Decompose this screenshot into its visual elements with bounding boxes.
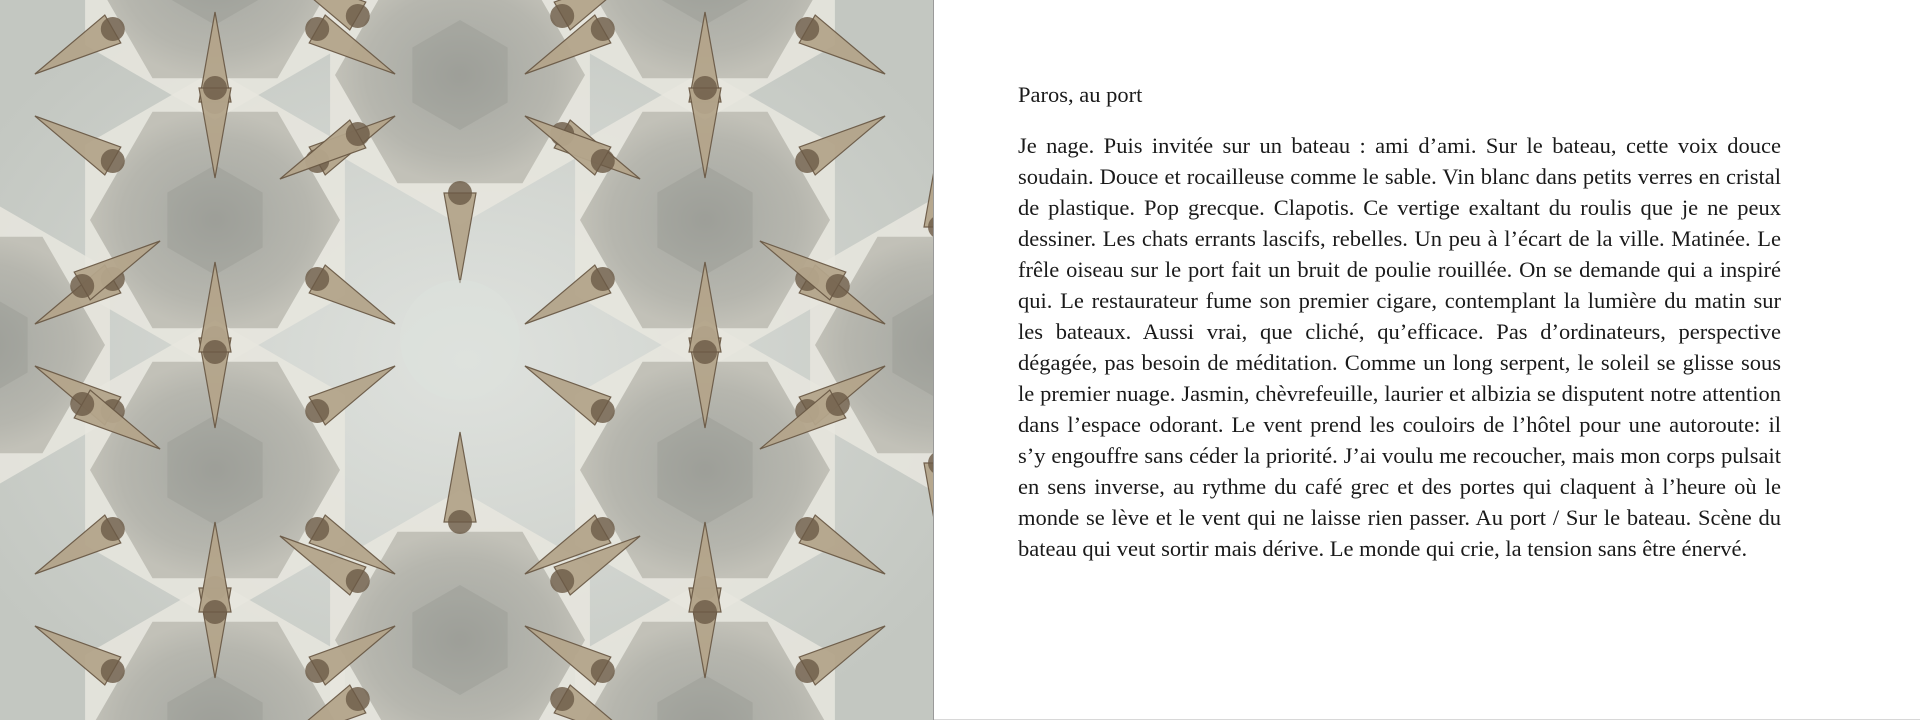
spike-base <box>203 76 227 100</box>
spike-base <box>101 17 125 41</box>
body-paragraph: Je nage. Puis invitée sur un bateau : ami d’ami. Sur le bateau, cette voix douce soudain. Douce et rocailleuse comme le sable. Vin blanc dans petits verres en cristal de plastique. Pop grecque. Clapotis. Ce vertige exaltant du roulis que je ne peux dessiner. Les chats errants lascifs, rebelles. Un peu à l’écart de la ville. Matinée. Le frêle oiseau sur le port fait un bruit de poulie rouillée. On se demande qui a inspiré qui. Le restaurateur fume son premier cigare, contemplant la lumière du matin sur les bateaux. Aussi vrai, que cliché, qu’efficace. Pas d’ordinateurs, perspective dégagée, pas besoin de méditation. Comme un long serpent, le soleil se glisse sous le premier nuage. Jasmin, chèvrefeuille, laurier et albizia se disputent notre attention dans l’espace odorant. Le vent prend les couloirs de l’hôtel pour une autoroute: il s’y engouffre sans céder la priorité. J’ai voulu me recoucher, mais mon corps pulsait en sens inverse, au rythme du café grec et des portes qui claquent à l’heure où le monde se lève et le vent qui ne laisse rien passer. Au port / Sur le bateau. Scène du bateau qui veut sortir mais dérive. Le monde qui crie, la tension sans être énervé. <box>1018 133 1781 561</box>
spike-base <box>305 399 329 423</box>
right-page-text <box>934 0 1920 720</box>
spike-base <box>203 600 227 624</box>
spike-base <box>795 17 819 41</box>
spike-base <box>101 517 125 541</box>
spike-base <box>591 659 615 683</box>
spike-base <box>346 4 370 28</box>
spike-base <box>550 569 574 593</box>
spike-base <box>591 399 615 423</box>
spike-base <box>346 687 370 711</box>
kaleidoscope-image <box>0 0 933 720</box>
spike-base <box>693 340 717 364</box>
spike-base <box>693 600 717 624</box>
spike-base <box>591 17 615 41</box>
spike-base <box>70 274 94 298</box>
spike-base <box>305 659 329 683</box>
left-page-illustration <box>0 0 933 720</box>
spike-base <box>448 181 472 205</box>
spike-base <box>693 76 717 100</box>
spike-base <box>550 4 574 28</box>
spike-base <box>203 340 227 364</box>
text-block <box>1018 80 1781 564</box>
spike-base <box>826 274 850 298</box>
spike-base <box>826 392 850 416</box>
page-title: Paros, au port <box>1018 82 1143 107</box>
spike-base <box>591 267 615 291</box>
spike-base <box>795 149 819 173</box>
spike-base <box>305 267 329 291</box>
spike-base <box>305 17 329 41</box>
spike-base <box>550 687 574 711</box>
spike-base <box>101 659 125 683</box>
spike-base <box>591 149 615 173</box>
center-glow <box>400 280 520 400</box>
spike-base <box>101 149 125 173</box>
spike-base <box>70 392 94 416</box>
spike-base <box>591 517 615 541</box>
spike-base <box>346 569 370 593</box>
spike-base <box>305 517 329 541</box>
spike-base <box>346 122 370 146</box>
spike-base <box>448 510 472 534</box>
spike-base <box>795 517 819 541</box>
spike-base <box>795 659 819 683</box>
